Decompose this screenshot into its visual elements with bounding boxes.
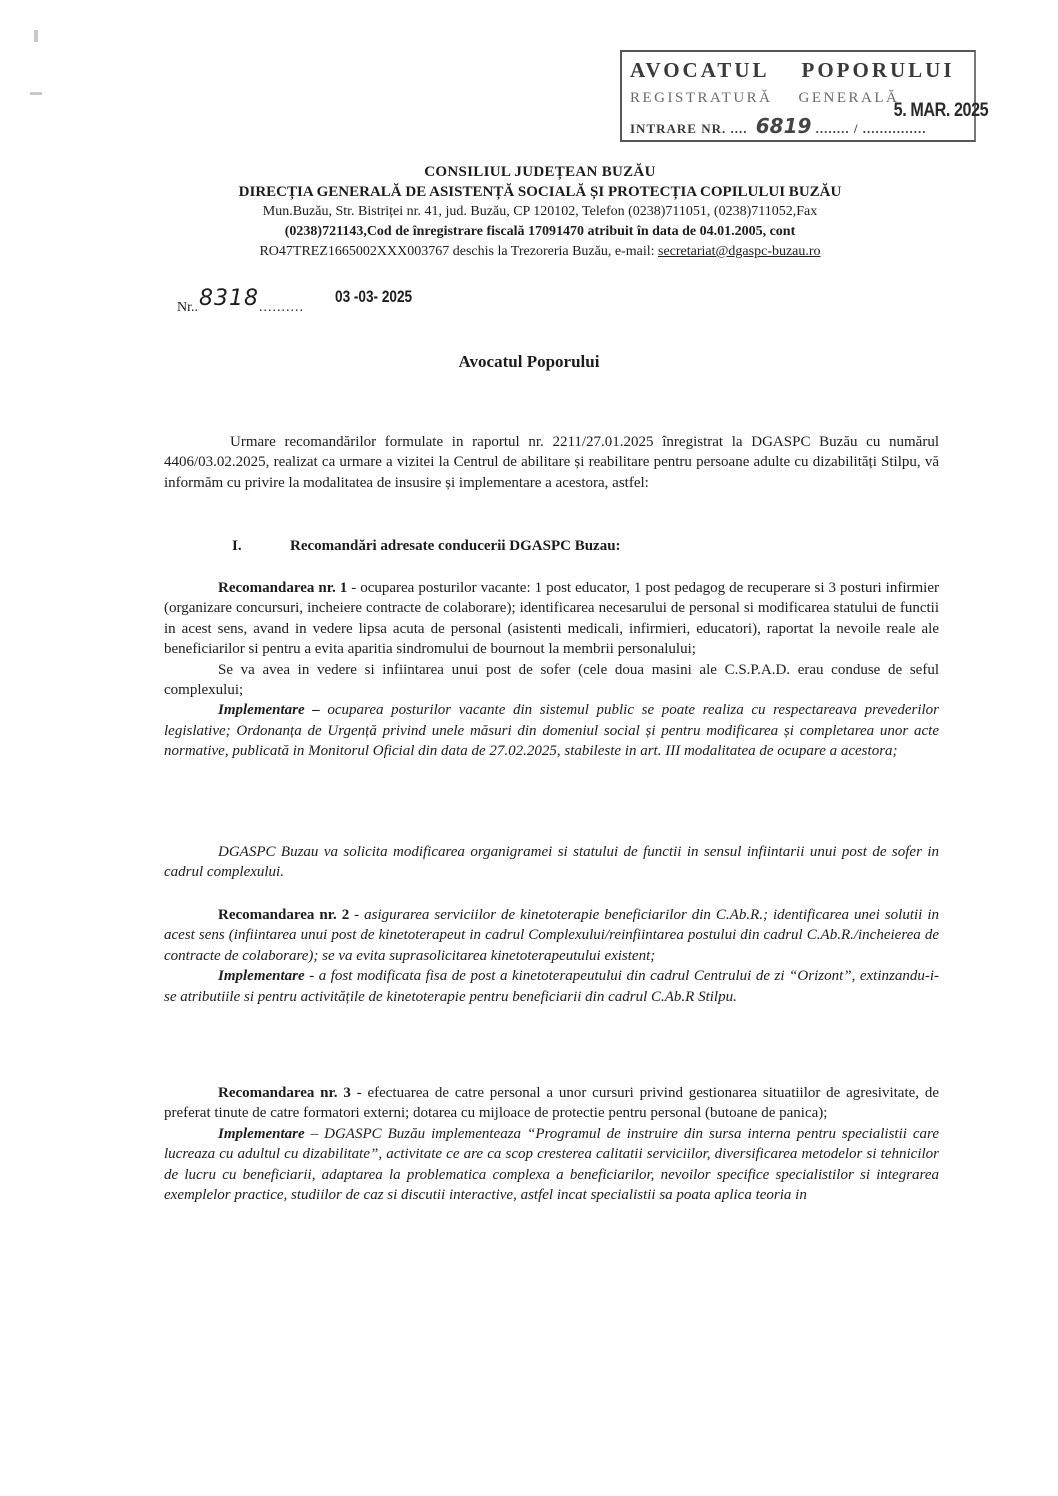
rec1-impl-text2: DGASPC Buzau va solicita modificarea organigramei si statului de functii in sensul infiintarii unui post de sofer in cadrul complexului. xyxy=(164,844,939,881)
stamp-date: 5. MAR. 2025 xyxy=(893,100,988,121)
recommendation-1 xyxy=(164,578,939,762)
header-account-text: RO47TREZ1665002XXX003767 deschis la Trezoreria Buzău, e-mail: xyxy=(259,244,658,259)
stamp-line2-a: REGISTRATURĂ xyxy=(630,90,773,106)
rec2-label: Recomandarea nr. 2 xyxy=(218,907,350,923)
header-fiscal: (0238)721143,Cod de înregistrare fiscală 17091470 atribuit în data de 04.01.2005, cont xyxy=(284,224,796,239)
stamp-slash: / xyxy=(853,121,859,136)
registration-date-stamp: 03 -03- 2025 xyxy=(335,287,413,306)
scan-mark xyxy=(30,92,42,95)
registration-handwritten-number: 8318 xyxy=(199,286,259,311)
rec2-impl-text: - a fost modificata fisa de post a kinetoterapeutului din cadrul Centrului de zi “Orizont”, extinzandu-i-se atributiile si pentru activitățile de kinetoterapie pentru beneficiarii din cadrul C.Ab.R Stilpu. xyxy=(164,968,939,1005)
registration-prefix: Nr. xyxy=(177,300,195,315)
rec3-impl-text: – DGASPC Buzău implementeaza “Programul de instruire din sursa interna pentru specialistii care lucreaza cu adultul cu dizabilitate”, activitate ce are ca scop cresterea calitatii serviciilor, diversificarea metodelor si tehnicilor de lucru cu beneficiarii, adaptarea la problematica complexa a beneficiarilor, nevoilor specifice specialistilor si integrarea exemplelor practice, studiilor de caz si discutii interactive, astfel incat specialistii sa poata aplica teoria in xyxy=(164,1125,939,1204)
rec2-impl-label: Implementare xyxy=(218,968,305,985)
rec1-label: Recomandarea nr. 1 xyxy=(218,580,348,596)
rec1-extra: Se va avea in vedere si infiintarea unui post de sofer (cele doua masini ale C.S.P.A.D. erau conduse de seful complexului; xyxy=(164,661,939,699)
header-council: CONSILIUL JUDEȚEAN BUZĂU xyxy=(424,164,656,180)
recommendation-3 xyxy=(164,1083,939,1205)
stamp-line2-b: GENERALĂ xyxy=(798,90,900,106)
rec3-label: Recomandarea nr. 3 xyxy=(218,1085,351,1101)
stamp-entry-number: 6819 xyxy=(755,114,812,138)
header-email-link[interactable]: secretariat@dgaspc-buzau.ro xyxy=(658,244,821,259)
registration-number: Nr..8318.......... 03 -03- 2025 xyxy=(177,286,413,315)
stamp-line1 xyxy=(630,58,955,83)
stamp-entry-label: INTRARE NR. xyxy=(630,121,727,136)
rec2-text: - asigurarea serviciilor de kinetoterapie beneficiarilor din C.Ab.R.; identificarea unei solutii in acest sens (infiintarea unui post de kinetoterapeut in cadrul Complexului/reinfiintarea postului din cadrul C.Ab.R./incheierea de contracte de colaborare); se va evita suprasolicitarea kinetoterapeutului existent; xyxy=(164,907,939,964)
header-account xyxy=(140,244,940,260)
header-directorate: DIRECȚIA GENERALĂ DE ASISTENȚĂ SOCIALĂ ȘI PROTECȚIA COPILULUI BUZĂU xyxy=(238,184,842,200)
rec1-text: - ocuparea posturilor vacante: 1 post educator, 1 post pedagog de recuperare si 3 posturi infirmier (organizare concursuri, incheiere contracte de colaborare); identificarea necesarului de personal si modificarea statului de functii in acest sens, avand in vedere lipsa acuta de personal (asistenti medicali, infirmieri, educatori), raportat la nevoile reale ale beneficiarilor si pentru a evita aparitia sindromului de bournout la membrii personalului; xyxy=(164,580,939,658)
rec3-text: - efectuarea de catre personal a unor cursuri privind gestionarea situatiilor de agresivitate, de preferat tinute de catre formatori externi; dotarea cu mijloace de protectie pentru personal (butoane de panica); xyxy=(164,1085,939,1122)
section-title: Recomandări adresate conducerii DGASPC Buzau: xyxy=(290,538,621,554)
recommendation-1-action xyxy=(164,842,939,883)
stamp-line1-b: POPORULUI xyxy=(801,58,955,82)
intro-paragraph xyxy=(164,432,939,493)
intro-text: Urmare recomandărilor formulate in raportul nr. 2211/27.01.2025 înregistrat la DGASPC Buzău cu numărul 4406/03.02.2025, realizat ca urmare a vizitei la Centrul de abilitare și reabilitare pentru persoane adulte cu dizabilități Stilpu, vă informăm cu privire la modalitatea de insusire și implementare a acestora, astfel: xyxy=(164,434,939,491)
recommendation-2 xyxy=(164,905,939,1007)
scan-mark xyxy=(34,30,38,42)
stamp-line3: INTRARE NR. .... 6819 ........ / ............... xyxy=(630,114,927,138)
rec1-impl-label: Implementare – xyxy=(218,702,320,719)
section-heading xyxy=(232,538,621,555)
rec3-impl-label: Implementare xyxy=(218,1125,305,1142)
header-address: Mun.Buzău, Str. Bistriței nr. 41, jud. Buzău, CP 120102, Telefon (0238)711051, (0238)711052,Fax xyxy=(262,204,818,219)
registration-dots: .......... xyxy=(259,300,304,315)
rec1-impl-text: ocuparea posturilor vacante din sistemul public se poate realiza cu respectareava prevederilor legislative; Ordonanța de Urgență privind unele măsuri din domeniul social și pentru modificarea și completarea unor acte normative, publicată in Monitorul Oficial din data de 27.02.2025, stabileste in art. III modalitatea de ocupare a acestora; xyxy=(164,702,939,760)
registry-stamp xyxy=(620,50,988,142)
section-number: I. xyxy=(232,538,242,554)
stamp-line2 xyxy=(630,90,899,107)
addressee: Avocatul Poporului xyxy=(458,352,600,371)
stamp-line1-a: AVOCATUL xyxy=(630,58,770,82)
